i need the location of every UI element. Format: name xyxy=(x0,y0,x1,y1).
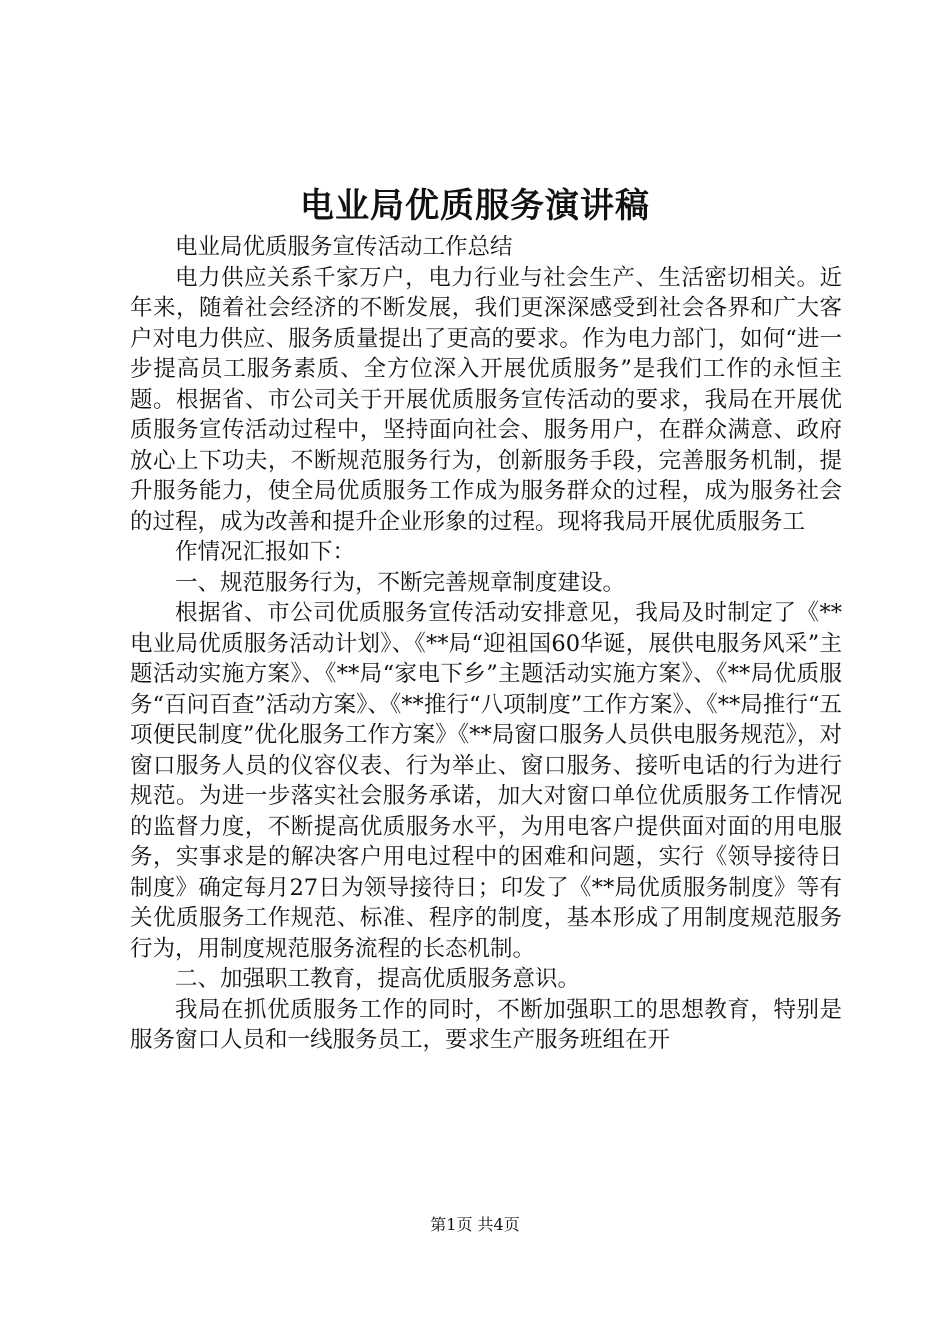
paragraph-section-2: 我局在抓优质服务工作的同时，不断加强职工的思想教育，特别是服务窗口人员和一线服务员工，要求生产服务班组在开 xyxy=(130,996,842,1053)
section-heading-1: 一、规范服务行为，不断完善规章制度建设。 xyxy=(175,569,626,596)
paragraph-continuation: 作情况汇报如下： xyxy=(175,539,356,565)
paragraph-subtitle: 电业局优质服务宣传活动工作总结 xyxy=(175,234,513,260)
page-footer: 第1页 共4页 xyxy=(430,1215,520,1234)
document-title: 电业局优质服务演讲稿 xyxy=(300,186,650,226)
document-body xyxy=(130,232,842,1056)
paragraph-section-1: 根据省、市公司优质服务宣传活动安排意见，我局及时制定了《**电业局优质服务活动计划》、《**局“迎祖国60华诞，展供电服务风采”主题活动实施方案》、《**局“家电下乡”主题活动实施方案》、《**局优质服务“百问百查”活动方案》、《**推行“八项制度”工作方案》、《**局推行“五项便民制度”优化服务工作方案》《**局窗口服务人员供电服务规范》，对窗口服务人员的仪容仪表、行为举止、窗口服务、接听电话的行为进行规范。为进一步落实社会服务承诺，加大对窗口单位优质服务工作情况的监督力度，不断提高优质服务水平，为用电客户提供面对面的用电服务，实事求是的解决客户用电过程中的困难和问题，实行《领导接待日制度》确定每月27日为领导接待日；印发了《**局优质服务制度》等有关优质服务工作规范、标准、程序的制度，基本形成了用制度规范服务行为，用制度规范服务流程的长态机制。 xyxy=(130,600,842,962)
paragraph-intro: 电力供应关系千家万户，电力行业与社会生产、生活密切相关。近年来，随着社会经济的不断发展，我们更深深感受到社会各界和广大客户对电力供应、服务质量提出了更高的要求。作为电力部门，如何“进一步提高员工服务素质、全方位深入开展优质服务”是我们工作的永恒主题。根据省、市公司关于开展优质服务宣传活动的要求，我局在开展优质服务宣传活动过程中，坚持面向社会、服务用户，在群众满意、政府放心上下功夫，不断规范服务行为，创新服务手段，完善服务机制，提升服务能力，使全局优质服务工作成为服务群众的过程，成为服务社会的过程，成为改善和提升企业形象的过程。现将我局开展优质服务工 xyxy=(130,264,842,535)
section-heading-2: 二、加强职工教育，提高优质服务意识。 xyxy=(175,966,581,992)
